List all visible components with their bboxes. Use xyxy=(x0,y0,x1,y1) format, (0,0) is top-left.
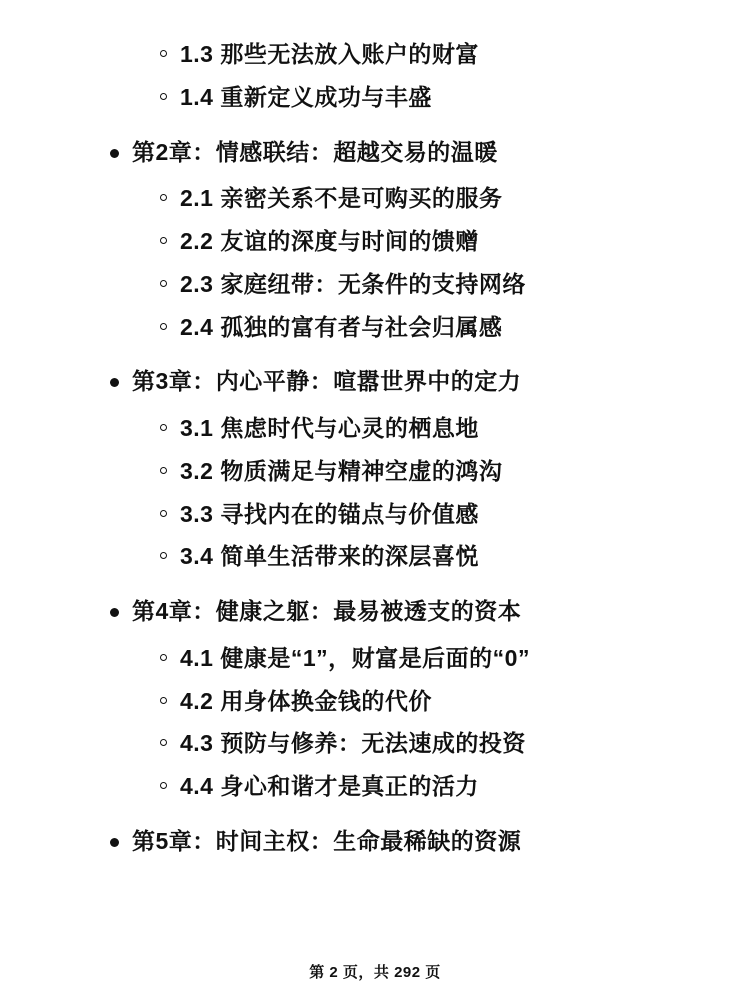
toc-section-item[interactable]: 4.4 身心和谐才是真正的活力 xyxy=(60,772,690,801)
table-of-contents xyxy=(60,40,690,856)
toc-section-item[interactable]: 3.3 寻找内在的锚点与价值感 xyxy=(60,500,690,529)
toc-chapter-item[interactable]: 第3章：内心平静：喧嚣世界中的定力 xyxy=(60,367,690,396)
toc-section-item[interactable]: 3.1 焦虑时代与心灵的栖息地 xyxy=(60,414,690,443)
toc-section-item[interactable]: 2.4 孤独的富有者与社会归属感 xyxy=(60,313,690,342)
toc-section-item[interactable]: 1.4 重新定义成功与丰盛 xyxy=(60,83,690,112)
toc-section-item[interactable]: 2.1 亲密关系不是可购买的服务 xyxy=(60,184,690,213)
toc-section-item[interactable]: 1.3 那些无法放入账户的财富 xyxy=(60,40,690,69)
toc-section-item[interactable]: 3.2 物质满足与精神空虚的鸿沟 xyxy=(60,457,690,486)
toc-chapter-item[interactable]: 第2章：情感联结：超越交易的温暖 xyxy=(60,138,690,167)
toc-section-item[interactable]: 4.2 用身体换金钱的代价 xyxy=(60,687,690,716)
toc-section-item[interactable]: 4.1 健康是“1”，财富是后面的“0” xyxy=(60,644,690,673)
toc-chapter-item[interactable]: 第4章：健康之躯：最易被透支的资本 xyxy=(60,597,690,626)
page-footer: 第 2 页，共 292 页 xyxy=(309,964,441,981)
toc-section-item[interactable]: 2.3 家庭纽带：无条件的支持网络 xyxy=(60,270,690,299)
toc-section-item[interactable]: 3.4 简单生活带来的深层喜悦 xyxy=(60,542,690,571)
toc-chapter-item[interactable]: 第5章：时间主权：生命最稀缺的资源 xyxy=(60,827,690,856)
toc-section-item[interactable]: 4.3 预防与修养：无法速成的投资 xyxy=(60,729,690,758)
toc-section-item[interactable]: 2.2 友谊的深度与时间的馈赠 xyxy=(60,227,690,256)
